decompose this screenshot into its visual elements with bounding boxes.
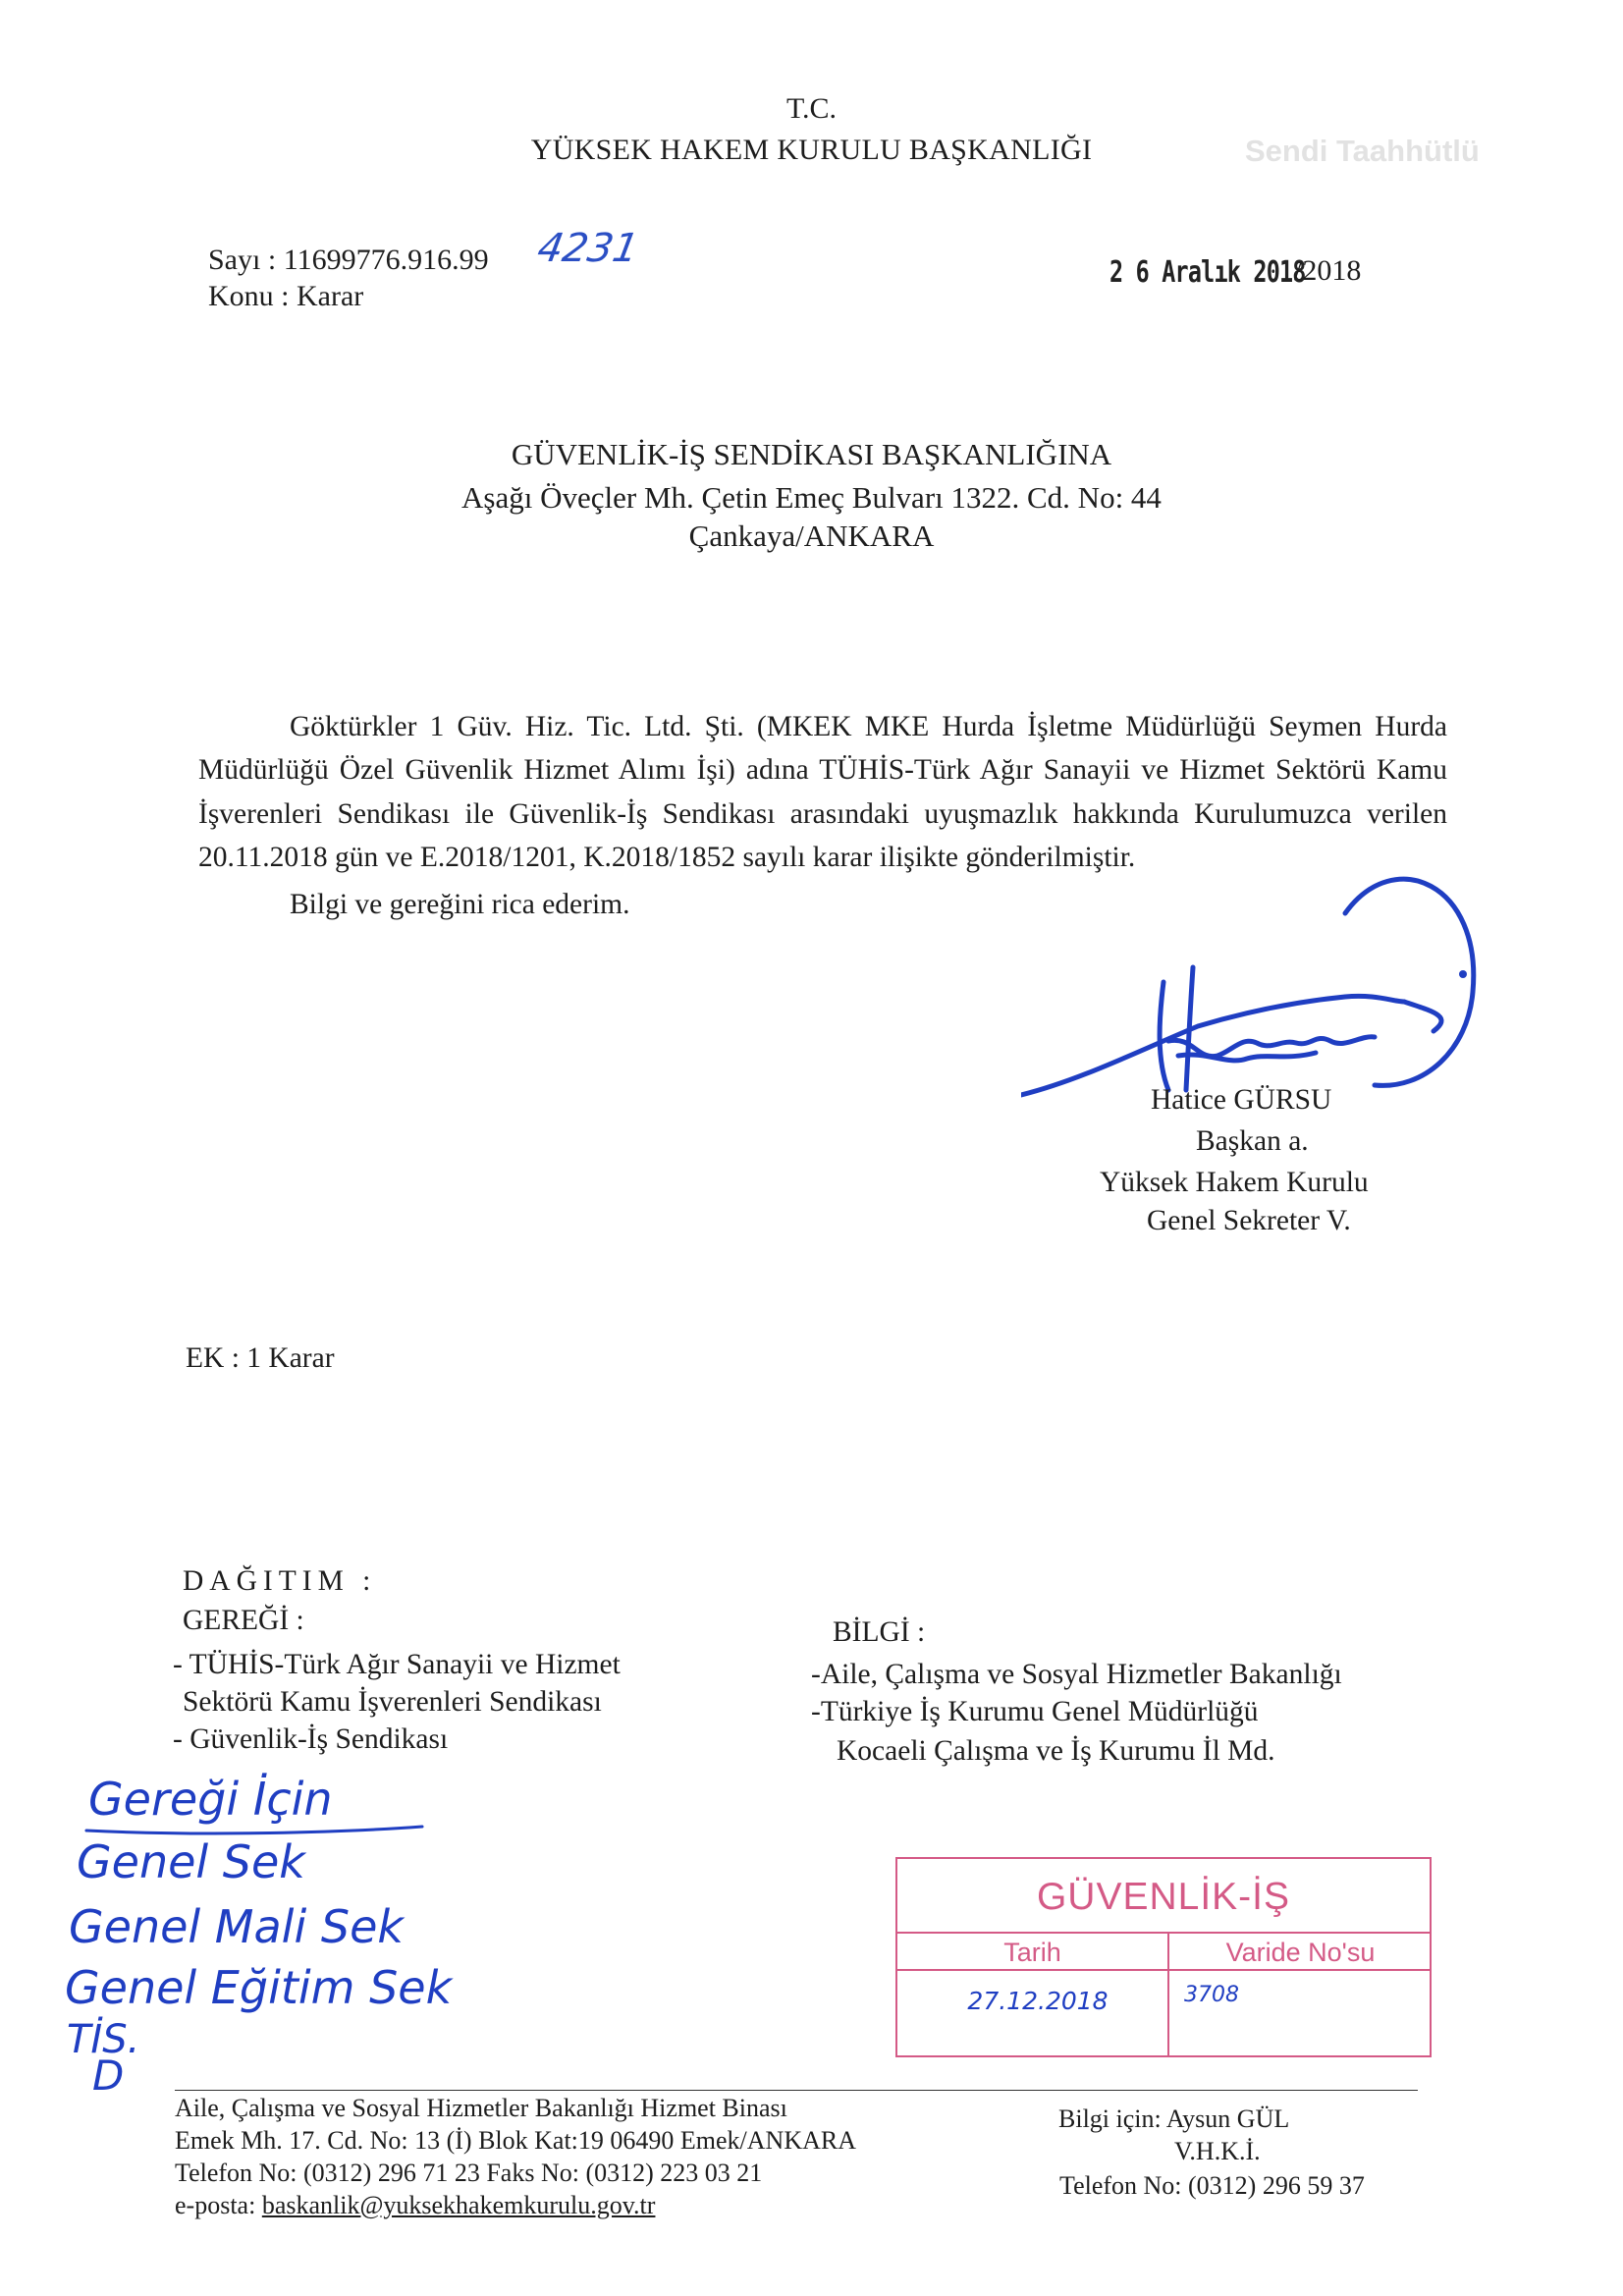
footer-address-line: Emek Mh. 17. Cd. No: 13 (İ) Blok Kat:19 06490 Emek/ANKARA [175, 2126, 857, 2155]
gereg-item: Sektörü Kamu İşverenleri Sendikası [183, 1686, 602, 1718]
konu-value: Karar [297, 280, 364, 312]
bilgi-heading: BİLGİ : [833, 1616, 926, 1648]
hand-note-line: Genel Eğitim Sek [65, 1961, 453, 2014]
addressee-city: Çankaya/ANKARA [688, 519, 935, 553]
konu-colon: : [273, 280, 298, 312]
header-institution: YÜKSEK HAKEM KURULU BAŞKANLIĞI [530, 134, 1093, 166]
body-paragraph: Göktürkler 1 Güv. Hiz. Tic. Ltd. Şti. (MKEK MKE Hurda İşletme Müdürlüğü Seymen Hurda Müdürlüğü Özel Güvenlik Hizmet Alımı İşi) adına TÜHİS-Türk Ağır Sanayii ve Hizmet Sektörü Kamu İşverenleri Sendikası ile Güvenlik-İş Sendikası arasındaki uyuşmazlık hakkında Kurulumuzca verilen 20.11.2018 gün ve E.2018/1201, K.2018/1852 sayılı karar ilişikte gönderilmiştir. [198, 711, 1447, 873]
hand-note-line: Genel Mali Sek [69, 1900, 405, 1953]
stamp-date-value: 27.12.2018 [967, 1987, 1109, 2015]
footer-contact-phone: Telefon No: (0312) 296 59 37 [1059, 2171, 1365, 2200]
stamp-number-value: 3708 [1184, 1983, 1239, 2007]
hand-note-line: D [92, 2051, 125, 2092]
date-suffix: /2018 [1294, 254, 1362, 287]
header-country: T.C. [785, 92, 838, 125]
bilgi-item: -Türkiye İş Kurumu Genel Müdürlüğü [811, 1696, 1259, 1727]
faded-overlay-text: Sendi Taahhütlü [1245, 134, 1480, 168]
attachment-colon: : [224, 1342, 247, 1374]
konu-row [208, 279, 363, 314]
footer-email-line [175, 2190, 655, 2220]
bilgi-item: -Aile, Çalışma ve Sosyal Hizmetler Bakanlığı [811, 1659, 1342, 1690]
handwritten-routing-note [59, 1768, 609, 2092]
body-closing: Bilgi ve gereğini rica ederim. [290, 889, 630, 920]
stamp-divider [897, 1969, 1430, 1971]
konu-label: Konu [208, 280, 274, 312]
attachment-label: EK [186, 1342, 225, 1374]
stamp-date-label: Tarih [1003, 1938, 1061, 1967]
gereg-heading: GEREĞİ : [183, 1605, 304, 1636]
footer-contact-title: V.H.K.İ. [1174, 2137, 1261, 2165]
sayi-handwritten-number: 4231 [533, 226, 642, 271]
signatory-name: Hatice GÜRSU [1151, 1084, 1332, 1116]
attachment-value: 1 Karar [246, 1342, 335, 1374]
footer-phone-line: Telefon No: (0312) 296 71 23 Faks No: (0312) 223 03 21 [175, 2159, 763, 2187]
footer-address-line: Aile, Çalışma ve Sosyal Hizmetler Bakanlığı Hizmet Binası [175, 2094, 787, 2122]
stamp-divider [897, 1932, 1430, 1934]
hand-note-line: Gereği İçin [88, 1773, 333, 1826]
hand-note-line: Genel Sek [77, 1835, 305, 1888]
received-stamp [895, 1857, 1432, 2057]
signatory-role-1: Başkan a. [1196, 1125, 1309, 1157]
signatory-role-2: Yüksek Hakem Kurulu [1100, 1167, 1369, 1198]
footer-email-label: e-posta: [175, 2191, 262, 2219]
stamp-title: GÜVENLİK-İŞ [1036, 1876, 1291, 1918]
footer-email-link[interactable]: baskanlik@yuksekhakemkurulu.gov.tr [261, 2191, 656, 2219]
signatory-role-3: Genel Sekreter V. [1147, 1205, 1351, 1236]
footer-contact-name: Bilgi için: Aysun GÜL [1058, 2105, 1290, 2133]
sayi-label: Sayı [208, 244, 261, 276]
sayi-colon: : [260, 244, 284, 276]
addressee-name: GÜVENLİK-İŞ SENDİKASI BAŞKANLIĞINA [511, 437, 1112, 471]
footer-divider [175, 2090, 1418, 2091]
sayi-row [208, 243, 489, 278]
attachment-line [186, 1341, 335, 1376]
date-stamp: 2 6 Aralık 2018 [1109, 255, 1306, 290]
addressee-street: Aşağı Öveçler Mh. Çetin Emeç Bulvarı 1322. Cd. No: 44 [461, 480, 1162, 515]
gereg-item: - Güvenlik-İş Sendikası [173, 1723, 449, 1755]
bilgi-item: Kocaeli Çalışma ve İş Kurumu İl Md. [837, 1735, 1275, 1767]
sayi-value: 11699776.916.99 [283, 244, 489, 276]
distribution-heading: DAĞITIM : [183, 1565, 377, 1597]
gereg-item: - TÜHİS-Türk Ağır Sanayii ve Hizmet [173, 1649, 621, 1680]
stamp-number-label: Varide No'su [1225, 1938, 1376, 1967]
hand-note-line: TİS. [67, 2017, 140, 2062]
